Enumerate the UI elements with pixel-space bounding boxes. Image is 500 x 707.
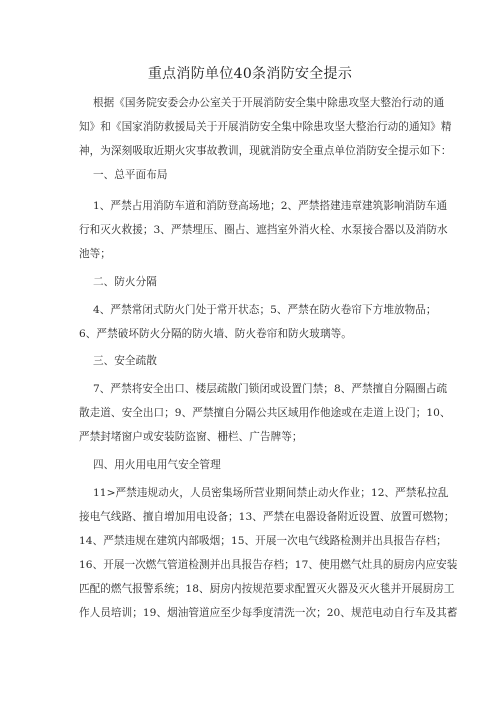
intro-line: 根据《国务院安委会办公室关于开展消防安全集中除患攻坚大整治行动的通	[93, 97, 445, 109]
section-line: 6、严禁破坏防火分隔的防火墙、防火卷帘和防火玻璃等。	[79, 328, 352, 340]
section-line: 行和灭火救援；3、严禁埋压、圈占、遮挡室外消火栓、水泵接合器以及消防水	[79, 224, 448, 236]
section-line: 池等；	[79, 248, 111, 260]
section-line: 严禁封堵窗户或安装防盗窗、栅栏、广告牌等；	[79, 431, 303, 443]
document-title: 重点消防单位40条消防安全提示	[147, 66, 353, 82]
section-line: 7、严禁将安全出口、楼层疏散门锁闭或设置门禁；8、严禁擅自分隔圈占疏	[93, 383, 448, 395]
section-line: 11>严禁违规动火，人员密集场所营业期间禁止动火作业；12、严禁私拉乱	[93, 487, 449, 499]
section-line: 作人员培训；19、烟油管道应至少每季度清洗一次；20、规范电动自行车及其蓄	[79, 607, 458, 619]
intro-line: 知》和《国家消防救援局关于开展消防安全集中除患攻坚大整治行动的通知》精	[79, 121, 452, 133]
section-heading: 四、用火用电用气安全管理	[93, 459, 221, 471]
section-line: 16、开展一次燃气管道检测并出具报告存档；17、使用燃气灶具的厨房内应安装	[79, 559, 458, 571]
section-heading: 一、总平面布局	[93, 169, 168, 181]
section-heading: 三、安全疏散	[93, 355, 157, 367]
section-line: 1、严禁占用消防车道和消防登高场地；2、严禁搭建违章建筑影响消防车通	[93, 200, 448, 212]
section-line: 4、严禁常闭式防火门处于常开状态；5、严禁在防火卷帘下方堆放物品；	[93, 304, 437, 316]
section-line: 14、严禁违规在建筑内部吸烟；15、开展一次电气线路检测并出具报告存档；	[79, 535, 447, 547]
section-line: 匹配的燃气报警系统；18、厨房内按规范要求配置灭火器及灭火毯并开展厨房工	[79, 583, 455, 595]
section-line: 接电气线路、擅自增加用电设备；13、严禁在电器设备附近设置、放置可燃物；	[79, 511, 455, 523]
section-line: 散走道、安全出口；9、严禁擅自分隔公共区域用作他途或在走道上设门；10、	[79, 407, 451, 419]
intro-line: 神，为深刻吸取近期火灾事故教训，现就消防安全重点单位消防安全提示如下：	[79, 145, 452, 157]
section-heading: 二、防火分隔	[93, 276, 157, 288]
